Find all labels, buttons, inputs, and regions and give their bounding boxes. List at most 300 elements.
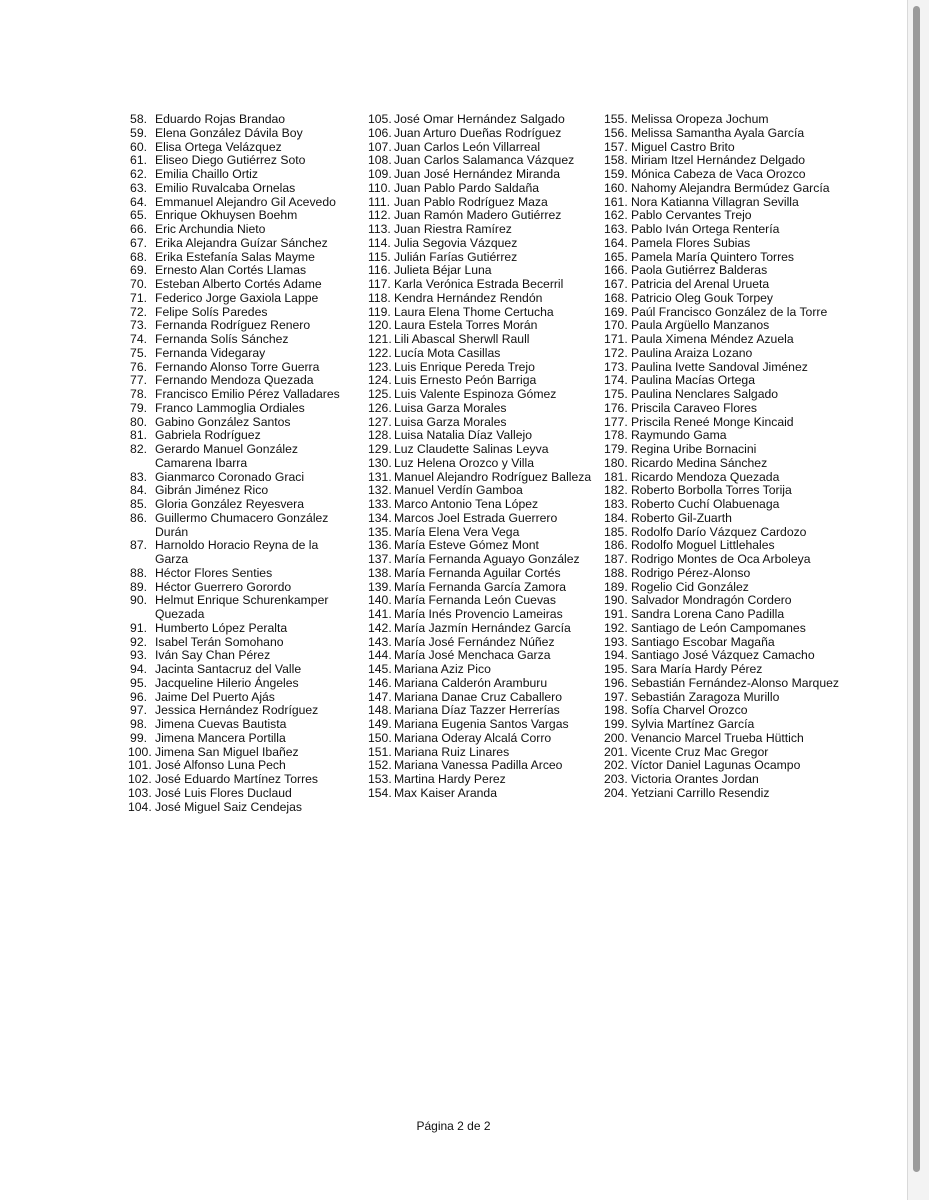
list-item: [128, 264, 345, 278]
list-item-number: 199.: [604, 717, 628, 731]
list-item-number: 185.: [604, 524, 628, 539]
list-item-number: 108.: [368, 153, 392, 168]
list-item-number: 84.: [130, 483, 147, 498]
list-item-number: 146.: [368, 675, 392, 690]
scrollbar-thumb[interactable]: [913, 6, 920, 1172]
list-item: [368, 498, 606, 512]
list-item-number: 150.: [368, 730, 392, 745]
list-item-name: Julián Farías Gutiérrez: [394, 249, 518, 264]
list-item-name: José Miguel Saiz Cendejas: [155, 799, 303, 814]
list-item-number: 122.: [368, 345, 392, 360]
list-item: [128, 237, 345, 251]
list-item-name: Gianmarco Coronado Graci: [155, 469, 305, 484]
list-item-number: 188.: [604, 565, 628, 580]
list-item-name: Paulina Ivette Sandoval Jiménez: [631, 359, 808, 374]
list-item-name: Gabino González Santos: [155, 414, 291, 429]
list-item-number: 133.: [368, 497, 392, 511]
list-item: [128, 704, 345, 718]
list-item-number: 118.: [368, 290, 391, 305]
list-item: [604, 361, 839, 375]
list-item-name: Emmanuel Alejandro Gil Acevedo: [155, 194, 336, 209]
list-item-name: Héctor Guerrero Gorordo: [155, 579, 292, 594]
list-item: [128, 649, 345, 663]
list-item: [368, 209, 606, 223]
list-item-name: Harnoldo Horacio Reyna de la Garza: [155, 538, 319, 566]
list-item-name: Yetziani Carrillo Resendiz: [631, 785, 770, 800]
list-item-number: 62.: [130, 167, 147, 181]
list-item-number: 131.: [368, 469, 392, 484]
list-item: [368, 333, 606, 347]
list-item-number: 110.: [368, 180, 391, 195]
list-item-name: Elena González Dávila Boy: [155, 125, 303, 140]
list-item: [604, 443, 839, 457]
list-item-name: Jacinta Santacruz del Valle: [155, 662, 302, 676]
list-item-name: Miguel Castro Brito: [631, 139, 735, 154]
list-item-number: 102.: [128, 772, 152, 786]
list-item: [368, 718, 606, 732]
list-item: [368, 773, 606, 787]
list-item-number: 184.: [604, 510, 628, 525]
list-item: [604, 484, 839, 498]
list-item-number: 139.: [368, 579, 392, 594]
list-item-number: 156.: [604, 125, 628, 140]
list-item-number: 201.: [604, 744, 628, 759]
list-item-name: Erika Alejandra Guízar Sánchez: [155, 235, 328, 250]
list-item-number: 173.: [604, 359, 628, 374]
list-item-number: 166.: [604, 263, 628, 278]
list-item-name: Paula Ximena Méndez Azuela: [631, 332, 794, 346]
list-item: [128, 443, 345, 471]
list-item-name: Paola Gutiérrez Balderas: [631, 263, 768, 278]
list-item: [128, 319, 345, 333]
list-item-name: Paulina Araiza Lozano: [631, 345, 753, 360]
list-item-number: 87.: [130, 538, 147, 553]
list-item-name: Rodrigo Pérez-Alonso: [631, 565, 751, 580]
list-item-name: Luis Ernesto Peón Barriga: [394, 373, 537, 388]
list-item-name: Miriam Itzel Hernández Delgado: [631, 153, 806, 168]
list-item: [604, 512, 839, 526]
list-item-name: Marcos Joel Estrada Guerrero: [394, 510, 558, 525]
list-item-name: María Inés Provencio Lameiras: [394, 607, 563, 621]
list-item-name: Gabriela Rodríguez: [155, 428, 261, 443]
list-item-name: Santiago José Vázquez Camacho: [631, 648, 815, 663]
list-item-number: 147.: [368, 689, 392, 704]
list-item-name: Mariana Vanessa Padilla Arceo: [394, 758, 563, 773]
list-item-number: 152.: [368, 758, 392, 773]
list-item: [604, 168, 839, 182]
list-item-number: 160.: [604, 180, 628, 195]
list-item-number: 198.: [604, 703, 628, 718]
list-item: [604, 759, 839, 773]
list-item-number: 67.: [130, 235, 147, 250]
list-item: [368, 746, 606, 760]
list-item: [604, 251, 839, 265]
names-column-3: [604, 113, 839, 801]
list-item-number: 203.: [604, 772, 628, 786]
list-item-number: 137.: [368, 552, 392, 566]
list-item-number: 125.: [368, 387, 392, 401]
list-item: [128, 347, 345, 361]
list-item-number: 195.: [604, 662, 628, 676]
list-item-name: Gibrán Jiménez Rico: [155, 483, 269, 498]
list-item: [128, 388, 345, 402]
list-item-name: Salvador Mondragón Cordero: [631, 593, 792, 608]
list-item-name: Jessica Hernández Rodríguez: [155, 703, 319, 718]
list-item-name: Enrique Okhuysen Boehm: [155, 208, 298, 223]
list-item-number: 63.: [130, 180, 147, 195]
list-item-name: Paulina Macías Ortega: [631, 373, 755, 388]
list-item: [128, 594, 345, 622]
list-item-name: Rogelio Cid González: [631, 579, 749, 594]
list-item: [604, 388, 839, 402]
list-item-name: María José Fernández Núñez: [394, 634, 555, 649]
list-item-number: 76.: [130, 359, 147, 374]
list-item-name: Eduardo Rojas Brandao: [155, 112, 286, 126]
list-item: [128, 168, 345, 182]
list-item-name: Luis Enrique Pereda Trejo: [394, 359, 535, 374]
list-item: [128, 759, 345, 773]
list-item: [604, 471, 839, 485]
list-item-number: 72.: [130, 304, 147, 319]
list-item: [368, 278, 606, 292]
list-item: [368, 471, 606, 485]
list-item-number: 123.: [368, 359, 392, 374]
list-item-name: Víctor Daniel Lagunas Ocampo: [631, 758, 801, 773]
list-item-name: Paúl Francisco González de la Torre: [631, 304, 828, 319]
list-item: [128, 471, 345, 485]
list-item-number: 80.: [130, 414, 147, 429]
list-item-name: Priscila Caraveo Flores: [631, 400, 757, 415]
list-item-name: Luisa Natalia Díaz Vallejo: [394, 428, 532, 443]
list-item: [368, 457, 606, 471]
list-item-name: Pablo Iván Ortega Rentería: [631, 222, 780, 236]
list-item-number: 75.: [130, 345, 147, 360]
list-item-name: Sandra Lorena Cano Padilla: [631, 607, 785, 621]
list-item-name: Fernanda Solís Sánchez: [155, 332, 289, 346]
list-item-number: 66.: [130, 222, 147, 236]
list-item: [604, 264, 839, 278]
list-item-number: 100.: [128, 744, 152, 759]
list-item-name: Juan Pablo Pardo Saldaña: [394, 180, 540, 195]
list-item: [368, 553, 606, 567]
list-item-number: 176.: [604, 400, 628, 415]
list-item-number: 180.: [604, 455, 628, 470]
list-item: [368, 113, 606, 127]
list-item: [368, 594, 606, 608]
list-item-number: 175.: [604, 387, 628, 401]
list-item: [368, 388, 606, 402]
list-item-name: Patricia del Arenal Urueta: [631, 277, 770, 291]
list-item-name: Jimena San Miguel Ibañez: [155, 744, 299, 759]
list-item-number: 115.: [368, 249, 391, 264]
list-item-number: 191.: [604, 607, 628, 621]
list-item-name: José Luis Flores Duclaud: [155, 785, 292, 800]
list-item-name: Fernando Alonso Torre Guerra: [155, 359, 320, 374]
list-item-number: 167.: [604, 277, 628, 291]
list-item-number: 112.: [368, 208, 391, 223]
list-item: [604, 237, 839, 251]
list-item-number: 97.: [130, 703, 147, 718]
list-item: [604, 182, 839, 196]
list-item-name: Juan Ramón Madero Gutiérrez: [394, 208, 562, 223]
list-item-name: Jimena Cuevas Bautista: [155, 717, 287, 731]
list-item: [128, 196, 345, 210]
list-item: [368, 292, 606, 306]
list-item-name: Mariana Aziz Pico: [394, 662, 491, 676]
list-item: [604, 787, 839, 801]
list-item-name: José Alfonso Luna Pech: [155, 758, 286, 773]
list-item-name: Sofía Charvel Orozco: [631, 703, 748, 718]
list-item: [368, 732, 606, 746]
list-item-number: 168.: [604, 290, 628, 305]
list-item-name: Juan Carlos León Villarreal: [394, 139, 541, 154]
list-item-number: 64.: [130, 194, 147, 209]
list-item: [604, 127, 839, 141]
list-item: [604, 553, 839, 567]
list-item-name: Max Kaiser Aranda: [394, 785, 497, 800]
list-item: [128, 374, 345, 388]
list-item: [368, 374, 606, 388]
list-item-name: Francisco Emilio Pérez Valladares: [155, 387, 340, 401]
list-item: [368, 306, 606, 320]
list-item-number: 178.: [604, 428, 628, 443]
list-item: [604, 498, 839, 512]
list-item-name: Victoria Orantes Jordan: [631, 772, 759, 786]
list-item: [128, 581, 345, 595]
list-item-number: 92.: [130, 634, 147, 649]
list-item: [128, 498, 345, 512]
list-item: [368, 677, 606, 691]
list-item-number: 77.: [130, 373, 147, 388]
list-item-name: Vicente Cruz Mac Gregor: [631, 744, 769, 759]
list-item: [128, 278, 345, 292]
list-item-number: 135.: [368, 524, 392, 539]
list-item-number: 124.: [368, 373, 392, 388]
list-item-number: 181.: [604, 469, 628, 484]
list-item-name: Lili Abascal Sherwll Raull: [394, 332, 530, 346]
list-item: [368, 567, 606, 581]
page-footer: Página 2 de 2: [416, 1119, 491, 1133]
list-item: [604, 773, 839, 787]
list-item-number: 157.: [604, 139, 628, 154]
list-item: [604, 691, 839, 705]
list-item-number: 182.: [604, 483, 628, 498]
list-item-name: Raymundo Gama: [631, 428, 727, 443]
list-item-name: Santiago Escobar Magaña: [631, 634, 775, 649]
list-item-name: Eric Archundia Nieto: [155, 222, 266, 236]
list-item-name: Paulina Nenclares Salgado: [631, 387, 779, 401]
list-item: [368, 319, 606, 333]
list-item-name: Regina Uribe Bornacini: [631, 442, 757, 456]
list-item-number: 187.: [604, 552, 628, 566]
list-item: [604, 457, 839, 471]
list-item-name: Mariana Danae Cruz Caballero: [394, 689, 563, 704]
list-item-name: Jimena Mancera Portilla: [155, 730, 286, 745]
list-item: [604, 732, 839, 746]
list-item-number: 74.: [130, 332, 147, 346]
list-item-name: Esteban Alberto Cortés Adame: [155, 277, 322, 291]
list-item-number: 190.: [604, 593, 628, 608]
list-item-number: 117.: [368, 277, 391, 291]
list-item: [128, 539, 345, 567]
list-item: [368, 484, 606, 498]
list-item-number: 179.: [604, 442, 628, 456]
list-item-name: Priscila Reneé Monge Kincaid: [631, 414, 794, 429]
list-item-number: 172.: [604, 345, 628, 360]
list-item-number: 132.: [368, 483, 392, 498]
list-item-number: 159.: [604, 167, 628, 181]
list-item-number: 174.: [604, 373, 628, 388]
list-item-name: José Omar Hernández Salgado: [394, 112, 565, 126]
list-item: [604, 429, 839, 443]
list-item-name: Guillermo Chumacero González Durán: [155, 510, 329, 539]
list-item-number: 129.: [368, 442, 392, 456]
list-item-number: 85.: [130, 497, 147, 511]
list-item-name: Jacqueline Hilerio Ángeles: [155, 675, 299, 690]
list-item-name: Sebastián Fernández-Alonso Marquez: [631, 675, 839, 690]
list-item-number: 86.: [130, 510, 147, 525]
list-item-number: 138.: [368, 565, 392, 580]
list-item: [128, 718, 345, 732]
list-item-number: 58.: [130, 112, 147, 126]
list-item-number: 140.: [368, 593, 392, 608]
list-item: [368, 581, 606, 595]
list-item: [128, 223, 345, 237]
list-item-name: Roberto Gil-Zuarth: [631, 510, 732, 525]
names-column-2: [368, 113, 606, 801]
list-item: [604, 402, 839, 416]
list-item-name: Luz Claudette Salinas Leyva: [394, 442, 549, 456]
list-item-number: 186.: [604, 538, 628, 553]
list-item: [604, 306, 839, 320]
list-item-number: 113.: [368, 222, 391, 236]
list-item: [368, 622, 606, 636]
list-item-number: 177.: [604, 414, 628, 429]
list-item-name: María Fernanda Aguayo González: [394, 552, 580, 566]
list-item: [128, 677, 345, 691]
list-item-name: Julia Segovia Vázquez: [394, 235, 518, 250]
list-item-number: 136.: [368, 538, 392, 553]
list-item-name: Rodolfo Darío Vázquez Cardozo: [631, 524, 807, 539]
list-item: [368, 443, 606, 457]
list-item-number: 91.: [130, 620, 147, 635]
list-item-name: Laura Elena Thome Certucha: [394, 304, 554, 319]
list-item-number: 192.: [604, 620, 628, 635]
list-item: [368, 196, 606, 210]
list-item-name: Karla Verónica Estrada Becerril: [394, 277, 564, 291]
list-item: [604, 622, 839, 636]
list-item: [604, 636, 839, 650]
list-item: [604, 746, 839, 760]
list-item-number: 114.: [368, 235, 391, 250]
list-item-number: 145.: [368, 662, 392, 676]
list-item-number: 88.: [130, 565, 147, 580]
list-item-name: Juan Riestra Ramírez: [394, 222, 512, 236]
list-item: [128, 251, 345, 265]
list-item-number: 107.: [368, 139, 392, 154]
list-item-number: 142.: [368, 620, 392, 635]
list-item-number: 83.: [130, 469, 147, 484]
list-item-number: 93.: [130, 648, 147, 663]
list-item-number: 193.: [604, 634, 628, 649]
list-item-name: Mónica Cabeza de Vaca Orozco: [631, 167, 806, 181]
list-item-name: Fernanda Videgaray: [155, 345, 266, 360]
list-item: [128, 512, 345, 540]
list-item: [128, 801, 345, 815]
list-item-name: Iván Say Chan Pérez: [155, 648, 271, 663]
list-item-name: Manuel Alejandro Rodríguez Balleza: [394, 469, 592, 484]
list-item-name: Mariana Ruiz Linares: [394, 744, 510, 759]
list-item: [368, 704, 606, 718]
list-item: [368, 691, 606, 705]
list-item: [604, 704, 839, 718]
list-item: [128, 154, 345, 168]
list-item-number: 61.: [130, 153, 147, 168]
list-item-number: 94.: [130, 662, 147, 676]
list-item: [604, 154, 839, 168]
list-item: [604, 278, 839, 292]
list-item-name: Rodolfo Moguel Littlehales: [631, 538, 775, 553]
list-item: [128, 567, 345, 581]
list-item-name: Sebastián Zaragoza Murillo: [631, 689, 780, 704]
list-item: [604, 416, 839, 430]
list-item: [368, 608, 606, 622]
list-item: [368, 347, 606, 361]
list-item-name: Roberto Cuchí Olabuenaga: [631, 497, 780, 511]
list-item-number: 105.: [368, 112, 392, 126]
list-item-name: Paula Argüello Manzanos: [631, 318, 770, 333]
list-item: [604, 663, 839, 677]
list-item: [128, 773, 345, 787]
list-item-number: 98.: [130, 717, 147, 731]
list-item-number: 96.: [130, 689, 147, 704]
list-item-number: 106.: [368, 125, 392, 140]
list-item-name: Nora Katianna Villagran Sevilla: [631, 194, 799, 209]
list-item: [604, 347, 839, 361]
list-item: [604, 677, 839, 691]
list-item-name: Fernando Mendoza Quezada: [155, 373, 314, 388]
list-item-name: Julieta Béjar Luna: [394, 263, 492, 278]
list-item: [128, 182, 345, 196]
list-item: [604, 292, 839, 306]
list-item: [604, 374, 839, 388]
list-item-number: 78.: [130, 387, 147, 401]
list-item-number: 200.: [604, 730, 628, 745]
list-item: [368, 526, 606, 540]
list-item-number: 202.: [604, 758, 628, 773]
list-item: [368, 141, 606, 155]
list-item-number: 120.: [368, 318, 392, 333]
list-item: [604, 333, 839, 347]
list-item-number: 89.: [130, 579, 147, 594]
list-item-name: Kendra Hernández Rendón: [394, 290, 543, 305]
list-item-number: 196.: [604, 675, 628, 690]
list-item-number: 183.: [604, 497, 628, 511]
list-item-number: 68.: [130, 249, 147, 264]
list-item-number: 99.: [130, 730, 147, 745]
list-item-number: 149.: [368, 717, 392, 731]
list-item-number: 134.: [368, 510, 392, 525]
list-item-number: 153.: [368, 772, 392, 786]
list-item: [368, 251, 606, 265]
list-item: [604, 594, 839, 608]
list-item-name: Gloria González Reyesvera: [155, 497, 305, 511]
list-item: [368, 787, 606, 801]
list-item: [368, 429, 606, 443]
list-item-name: Juan Arturo Dueñas Rodríguez: [394, 125, 562, 140]
list-item-name: María Jazmín Hernández García: [394, 620, 571, 635]
list-item-number: 143.: [368, 634, 392, 649]
